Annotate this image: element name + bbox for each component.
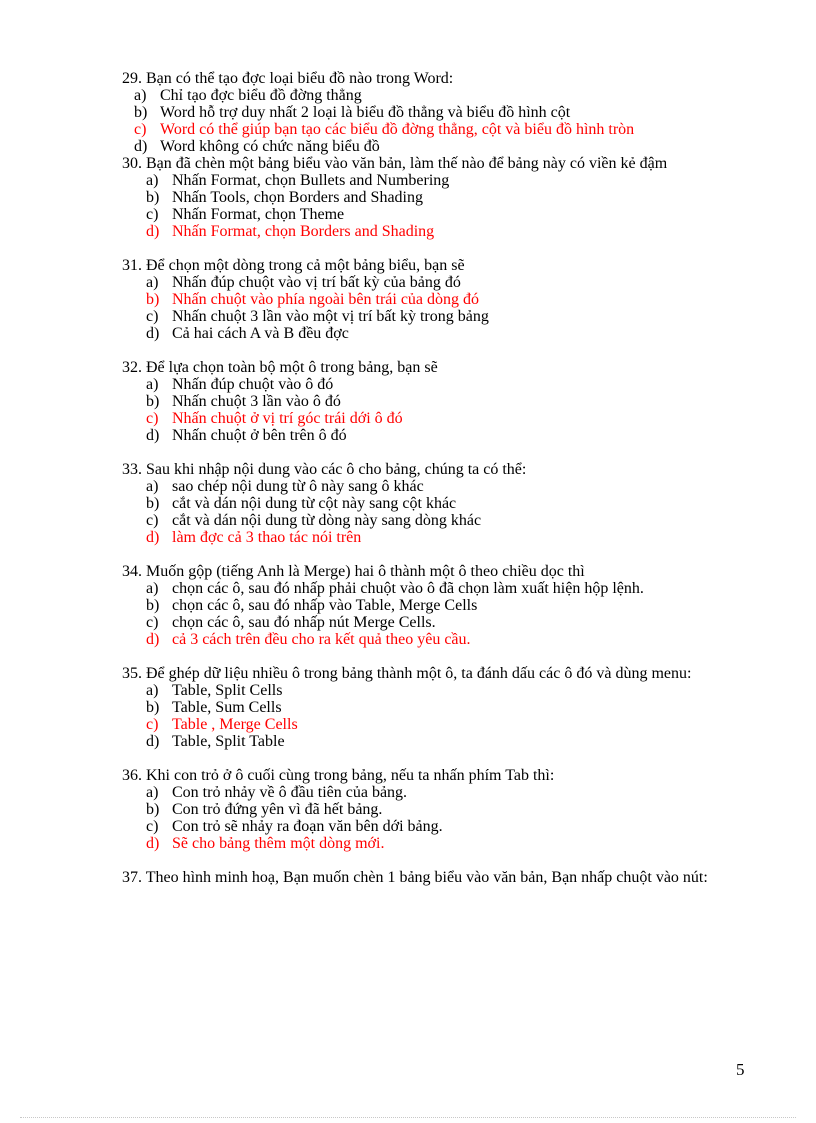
answer-option [122,274,747,291]
option-letter: b) [134,104,148,121]
option-letter: a) [146,682,159,699]
option-letter: c) [146,410,159,427]
option-text: Table, Split Cells [172,682,283,699]
option-text: chọn các ô, sau đó nhấp nút Merge Cells. [172,614,436,631]
option-letter: d) [146,733,160,750]
answer-option [122,308,747,325]
spacer [122,342,747,359]
question-33 [122,461,747,546]
question-31 [122,257,747,342]
option-text: Nhấn chuột ở vị trí góc trái dới ô đó [172,410,403,427]
option-text: Sẽ cho bảng thêm một dòng mới. [172,835,385,852]
question-stem: 35. Để ghép dữ liệu nhiều ô trong bảng thành một ô, ta đánh dấu các ô đó và dùng menu: [122,665,692,682]
answer-option [122,682,747,699]
option-text: Nhấn đúp chuột vào vị trí bất kỳ của bảng đó [172,274,461,291]
option-letter: b) [146,291,160,308]
option-text: Table, Split Table [172,733,285,750]
option-text: Con trỏ sẽ nhảy ra đoạn văn bên dới bảng. [172,818,443,835]
answer-option [122,614,747,631]
answer-option-correct [122,410,747,427]
answer-option-correct [122,291,747,308]
question-34 [122,563,747,648]
option-letter: c) [146,614,159,631]
option-letter: d) [146,835,160,852]
answer-option [122,189,747,206]
option-text: Nhấn Format, chọn Bullets and Numbering [172,172,450,189]
answer-option [122,138,747,155]
answer-option [122,376,747,393]
option-letter: d) [146,223,160,240]
question-stem: 33. Sau khi nhập nội dung vào các ô cho bảng, chúng ta có thể: [122,461,527,478]
question-stem: 34. Muốn gộp (tiếng Anh là Merge) hai ô thành một ô theo chiều dọc thì [122,563,585,580]
option-letter: c) [146,716,159,733]
option-text: Con trỏ đứng yên vì đã hết bảng. [172,801,383,818]
option-text: Chỉ tạo đợc biểu đồ đờng thẳng [160,87,362,104]
spacer [122,240,747,257]
spacer [122,648,747,665]
option-letter: c) [146,308,159,325]
answer-list [122,172,747,240]
question-list [122,70,747,886]
option-letter: c) [146,818,159,835]
question-29 [122,70,747,155]
answer-option [122,104,747,121]
question-36 [122,767,747,852]
option-text: Cả hai cách A và B đều đợc [172,325,349,342]
answer-option [122,580,747,597]
option-text: Word không có chức năng biểu đồ [160,138,380,155]
question-stem: 32. Để lựa chọn toàn bộ một ô trong bảng, bạn sẽ [122,359,438,376]
answer-option-correct [122,121,747,138]
answer-option [122,325,747,342]
spacer [122,852,747,869]
option-letter: a) [146,172,159,189]
option-letter: b) [146,189,160,206]
answer-list [122,376,747,444]
answer-option [122,801,747,818]
question-stem: 29. Bạn có thể tạo đợc loại biểu đồ nào trong Word: [122,70,454,87]
answer-option-correct [122,631,747,648]
option-letter: d) [146,631,160,648]
option-letter: d) [146,427,160,444]
answer-option [122,427,747,444]
spacer [122,546,747,563]
option-letter: a) [134,87,147,104]
option-text: cắt và dán nội dung từ cột này sang cột khác [172,495,457,512]
option-text: Nhấn chuột ở bên trên ô đó [172,427,347,444]
option-letter: d) [146,529,160,546]
answer-option [122,818,747,835]
question-37 [122,869,747,886]
answer-list [122,682,747,750]
option-text: Word hỗ trợ duy nhất 2 loại là biểu đồ thẳng và biểu đồ hình cột [160,104,571,121]
answer-option [122,87,747,104]
answer-option [122,172,747,189]
question-stem: 37. Theo hình minh hoạ, Bạn muốn chèn 1 bảng biểu vào văn bản, Bạn nhấp chuột vào nút: [122,869,708,886]
spacer [122,750,747,767]
option-text: Table, Sum Cells [172,699,282,716]
answer-option-correct [122,223,747,240]
answer-option [122,206,747,223]
option-text: Nhấn Format, chọn Borders and Shading [172,223,435,240]
spacer [122,444,747,461]
question-30 [122,155,747,240]
option-letter: b) [146,495,160,512]
option-letter: b) [146,699,160,716]
option-text: Word có thể giúp bạn tạo các biểu đồ đờng thẳng, cột và biểu đồ hình tròn [160,121,635,138]
answer-list [122,784,747,852]
answer-list [122,274,747,342]
option-letter: a) [146,580,159,597]
question-stem: 31. Để chọn một dòng trong cả một bảng biểu, bạn sẽ [122,257,465,274]
answer-option-correct [122,529,747,546]
option-text: cắt và dán nội dung từ dòng này sang dòng khác [172,512,482,529]
option-text: Con trỏ nhảy về ô đầu tiên của bảng. [172,784,408,801]
question-stem: 36. Khi con trỏ ở ô cuối cùng trong bảng, nếu ta nhấn phím Tab thì: [122,767,555,784]
answer-option [122,597,747,614]
answer-option [122,699,747,716]
answer-option [122,733,747,750]
option-text: Nhấn chuột vào phía ngoài bên trái của dòng đó [172,291,480,308]
answer-option [122,512,747,529]
option-letter: a) [146,376,159,393]
option-text: chọn các ô, sau đó nhấp phải chuột vào ô đã chọn làm xuất hiện hộp lệnh. [172,580,644,597]
answer-list [122,478,747,546]
option-letter: c) [146,206,159,223]
option-text: Table , Merge Cells [172,716,298,733]
option-letter: b) [146,393,160,410]
answer-option [122,784,747,801]
page-number: 5 [736,1060,745,1079]
question-32 [122,359,747,444]
answer-option [122,393,747,410]
option-letter: c) [134,121,147,138]
option-letter: c) [146,512,159,529]
option-text: chọn các ô, sau đó nhấp vào Table, Merge Cells [172,597,478,614]
answer-option-correct [122,835,747,852]
option-letter: d) [134,138,148,155]
option-text: làm đợc cả 3 thao tác nói trên [172,529,362,546]
option-letter: d) [146,325,160,342]
option-text: Nhấn Tools, chọn Borders and Shading [172,189,423,206]
question-stem: 30. Bạn đã chèn một bảng biểu vào văn bản, làm thế nào để bảng này có viền kẻ đậm [122,155,668,172]
option-text: Nhấn chuột 3 lần vào ô đó [172,393,341,410]
option-letter: a) [146,274,159,291]
option-text: Nhấn chuột 3 lần vào một vị trí bất kỳ trong bảng [172,308,489,325]
question-35 [122,665,747,750]
answer-list [122,580,747,648]
option-text: cả 3 cách trên đều cho ra kết quả theo yêu cầu. [172,631,471,648]
page-bottom-rule [20,1117,796,1118]
option-letter: b) [146,597,160,614]
option-letter: a) [146,784,159,801]
option-text: sao chép nội dung từ ô này sang ô khác [172,478,424,495]
option-letter: b) [146,801,160,818]
answer-option-correct [122,716,747,733]
option-text: Nhấn đúp chuột vào ô đó [172,376,334,393]
answer-list [122,87,747,155]
answer-option [122,478,747,495]
option-text: Nhấn Format, chọn Theme [172,206,345,223]
answer-option [122,495,747,512]
option-letter: a) [146,478,159,495]
